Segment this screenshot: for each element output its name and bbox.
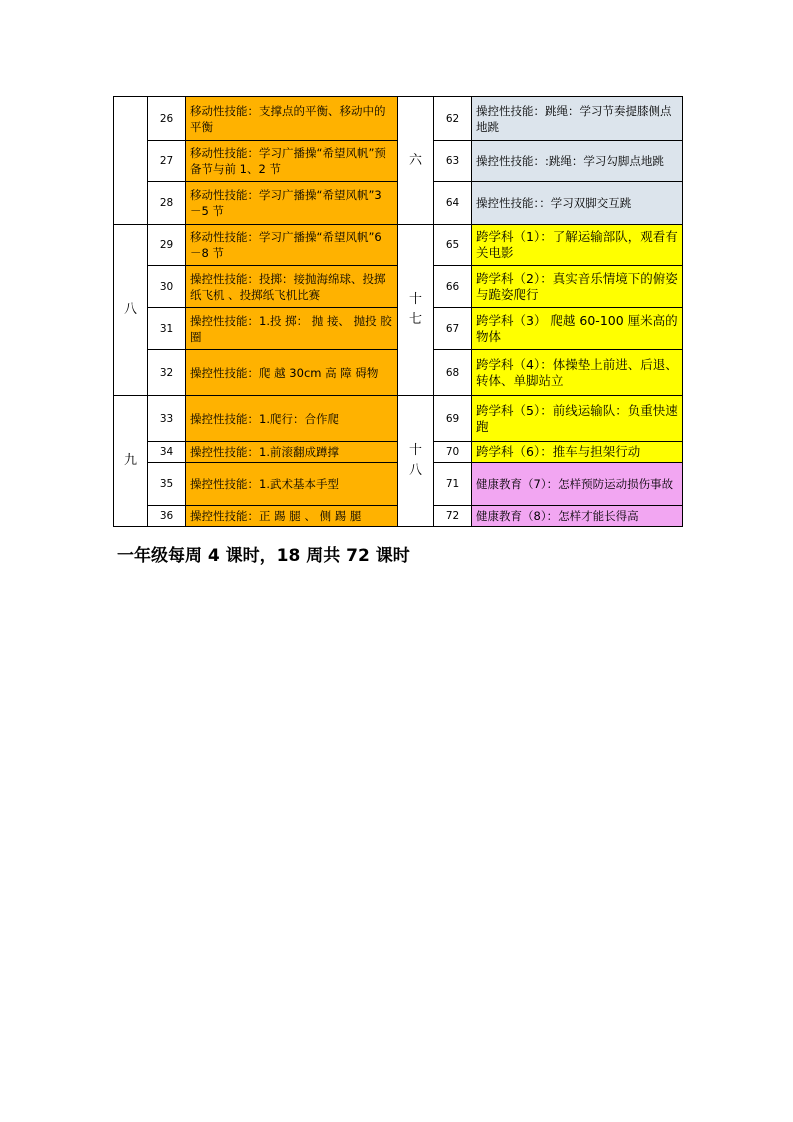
lesson-number: 35 <box>148 463 186 506</box>
lesson-content: 移动性技能：支撑点的平衡、移动中的平衡 <box>186 97 398 141</box>
lesson-content: 跨学科（2）：真实音乐情境下的俯姿与跪姿爬行 <box>472 266 683 308</box>
week-cell: 八 <box>114 225 148 396</box>
lesson-content: 操控性技能：1.武术基本手型 <box>186 463 398 506</box>
lesson-content: 操控性技能：：学习双脚交互跳 <box>472 182 683 225</box>
lesson-content: 操控性技能：1.投 掷： 抛 接、 抛投 胶 圈 <box>186 308 398 350</box>
lesson-number: 31 <box>148 308 186 350</box>
lesson-content: 移动性技能：学习广播操“希望风帆”3－5 节 <box>186 182 398 225</box>
lesson-number: 71 <box>434 463 472 506</box>
lesson-content: 跨学科（4）：体操垫上前进、后退、转体、单脚站立 <box>472 350 683 396</box>
lesson-content: 移动性技能：学习广播操“希望风帆”预备节与前 1、2 节 <box>186 141 398 182</box>
lesson-number: 64 <box>434 182 472 225</box>
summary-note: 一年级每周 4 课时，18 周共 72 课时 <box>117 546 410 566</box>
lesson-number: 62 <box>434 97 472 141</box>
table-row <box>114 396 683 442</box>
week-label-char: 七 <box>408 312 422 327</box>
lesson-number: 68 <box>434 350 472 396</box>
lesson-content: 操控性技能：1.爬行：合作爬 <box>186 396 398 442</box>
lesson-number: 33 <box>148 396 186 442</box>
lesson-number: 67 <box>434 308 472 350</box>
lesson-number: 29 <box>148 225 186 266</box>
week-cell: 六 <box>398 97 434 225</box>
lesson-number: 66 <box>434 266 472 308</box>
week-label-char: 十 <box>408 292 422 307</box>
week-label-char: 八 <box>408 463 422 478</box>
week-cell <box>114 97 148 225</box>
week-cell <box>398 396 434 527</box>
lesson-content: 操控性技能：1.前滚翻成蹲撑 <box>186 442 398 463</box>
lesson-number: 26 <box>148 97 186 141</box>
lesson-content: 跨学科（5）：前线运输队：负重快速跑 <box>472 396 683 442</box>
week-cell <box>398 225 434 396</box>
lesson-number: 30 <box>148 266 186 308</box>
lesson-content: 跨学科（1）：了解运输部队，观看有关电影 <box>472 225 683 266</box>
lesson-number: 69 <box>434 396 472 442</box>
week-label-char: 十 <box>408 443 422 458</box>
lesson-content: 操控性技能：爬 越 30cm 高 障 碍物 <box>186 350 398 396</box>
lesson-content: 操控性技能：投掷：接抛海绵球、投掷纸飞机 、投掷纸飞机比赛 <box>186 266 398 308</box>
table-row <box>114 225 683 266</box>
lesson-content: 移动性技能：学习广播操“希望风帆”6－8 节 <box>186 225 398 266</box>
lesson-content: 健康教育（8）：怎样才能长得高 <box>472 506 683 527</box>
lesson-content: 操控性技能：:跳绳：学习勾脚点地跳 <box>472 141 683 182</box>
week-cell: 九 <box>114 396 148 527</box>
lesson-number: 32 <box>148 350 186 396</box>
lesson-number: 28 <box>148 182 186 225</box>
table-row <box>114 97 683 141</box>
lesson-number: 27 <box>148 141 186 182</box>
lesson-number: 36 <box>148 506 186 527</box>
lesson-content: 操控性技能：正 踢 腿 、 侧 踢 腿 <box>186 506 398 527</box>
lesson-number: 72 <box>434 506 472 527</box>
lesson-number: 65 <box>434 225 472 266</box>
lesson-content: 健康教育（7）：怎样预防运动损伤事故 <box>472 463 683 506</box>
lesson-number: 70 <box>434 442 472 463</box>
lesson-number: 63 <box>434 141 472 182</box>
lesson-content: 跨学科（3） 爬越 60-100 厘米高的物体 <box>472 308 683 350</box>
lesson-number: 34 <box>148 442 186 463</box>
lesson-content: 操控性技能：跳绳：学习节奏提膝侧点地跳 <box>472 97 683 141</box>
lesson-content: 跨学科（6）：推车与担架行动 <box>472 442 683 463</box>
schedule-table <box>113 96 683 527</box>
